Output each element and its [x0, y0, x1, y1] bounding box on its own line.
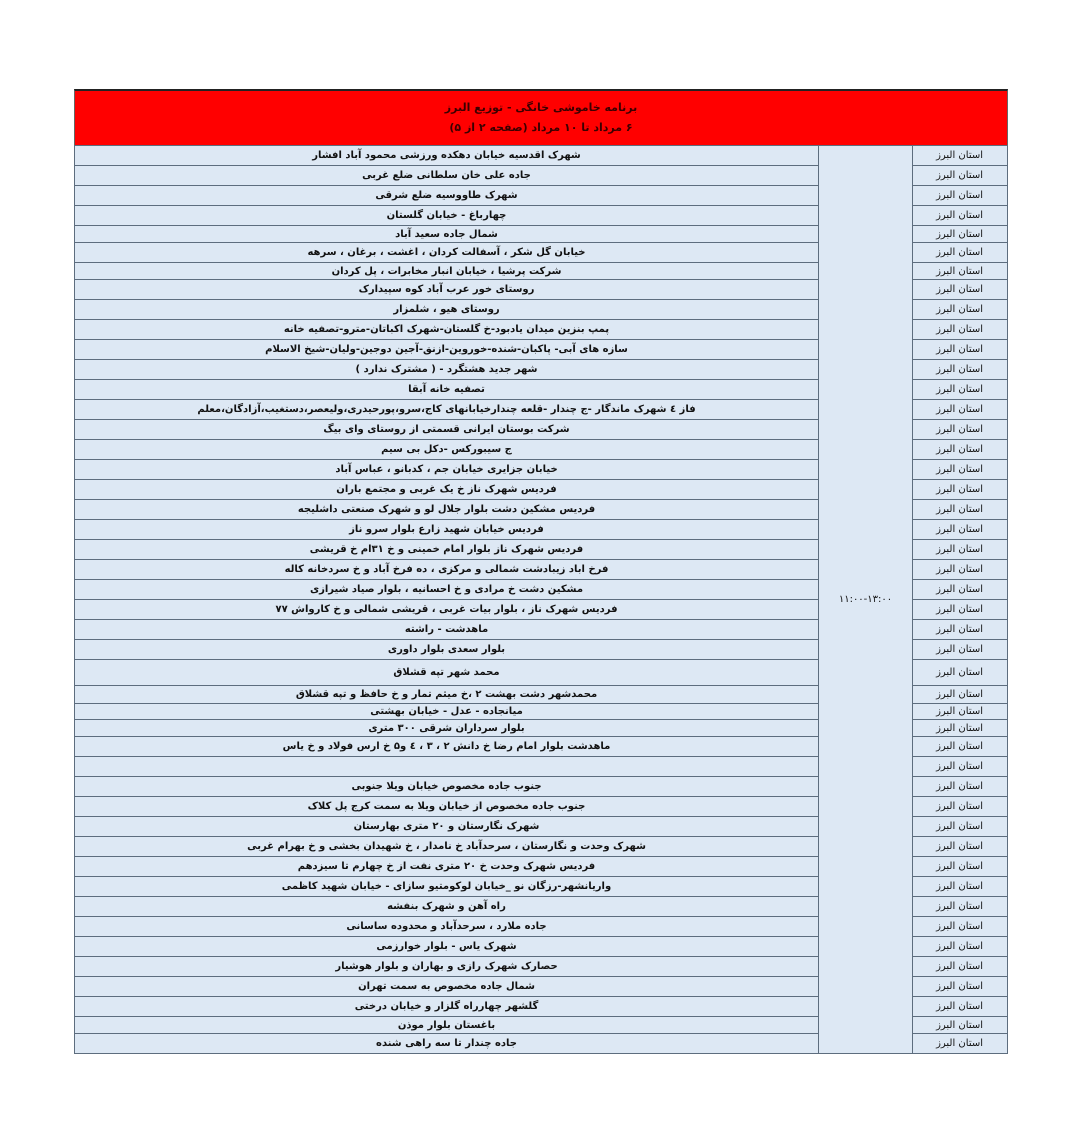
address-cell: شهرک اقدسیه خیابان دهکده ورزشی محمود آباد افشار — [75, 146, 819, 166]
province-cell: استان البرز — [913, 166, 1008, 186]
province-cell: استان البرز — [913, 837, 1008, 857]
province-cell: استان البرز — [913, 600, 1008, 620]
province-cell: استان البرز — [913, 420, 1008, 440]
address-cell: فردیس شهرک ناز بلوار امام خمینی و خ ۳۱ام خ قریشی — [75, 540, 819, 560]
address-cell: محمد شهر تپه قشلاق — [75, 660, 819, 686]
province-cell: استان البرز — [913, 620, 1008, 640]
province-cell: استان البرز — [913, 560, 1008, 580]
province-cell: استان البرز — [913, 640, 1008, 660]
province-cell: استان البرز — [913, 897, 1008, 917]
province-cell: استان البرز — [913, 957, 1008, 977]
address-cell: چهارباغ - خیابان گلستان — [75, 206, 819, 226]
province-cell: استان البرز — [913, 186, 1008, 206]
province-cell: استان البرز — [913, 226, 1008, 243]
province-cell: استان البرز — [913, 146, 1008, 166]
province-cell: استان البرز — [913, 480, 1008, 500]
province-cell: استان البرز — [913, 440, 1008, 460]
schedule-title: برنامه خاموشی خانگی - توزیع البرز — [444, 101, 638, 114]
address-cell: جاده علی خان سلطانی ضلع غربی — [75, 166, 819, 186]
province-cell: استان البرز — [913, 997, 1008, 1017]
address-cell: شمال جاده سعید آباد — [75, 226, 819, 243]
address-cell: جنوب جاده مخصوص از خیابان ویلا به سمت کرج پل کلاک — [75, 797, 819, 817]
address-cell: پمپ بنزین میدان یادبود-خ گلستان-شهرک اکباتان-مترو-تصفیه خانه — [75, 320, 819, 340]
address-cell: شهر جدید هشتگرد - ( مشترک ندارد ) — [75, 360, 819, 380]
province-cell: استان البرز — [913, 540, 1008, 560]
province-cell: استان البرز — [913, 500, 1008, 520]
address-cell: شهرک نگارستان و ۲۰ متری بهارستان — [75, 817, 819, 837]
address-cell: بلوار سعدی بلوار داوری — [75, 640, 819, 660]
province-cell: استان البرز — [913, 280, 1008, 300]
address-cell: روستای خور عرب آباد کوه سپیدارک — [75, 280, 819, 300]
address-cell: باغستان بلوار موذن — [75, 1017, 819, 1034]
schedule-subtitle: ۶ مرداد تا ۱۰ مرداد (صفحه ۲ از ۵) — [449, 121, 633, 134]
address-cell: فرخ اباد زیبادشت شمالی و مرکزی ، ده فرخ آباد و خ سردخانه کاله — [75, 560, 819, 580]
province-cell: استان البرز — [913, 580, 1008, 600]
address-cell: واریانشهر-رزگان نو _خیابان لوکومتیو سازای - خیابان شهید کاظمی — [75, 877, 819, 897]
address-cell: شهرک وحدت و نگارستان ، سرحدآباد خ نامدار ، خ شهیدان بخشی و خ بهرام غربی — [75, 837, 819, 857]
address-cell: فردیس خیابان شهید زارع بلوار سرو ناز — [75, 520, 819, 540]
address-cell: حصارک شهرک رازی و بهاران و بلوار هوشیار — [75, 957, 819, 977]
province-cell: استان البرز — [913, 737, 1008, 757]
address-cell: جاده چندار تا سه راهی شنده — [75, 1034, 819, 1054]
province-cell: استان البرز — [913, 817, 1008, 837]
province-cell: استان البرز — [913, 1034, 1008, 1054]
address-cell — [75, 757, 819, 777]
province-cell: استان البرز — [913, 877, 1008, 897]
address-cell: شهرک طاووسیه ضلع شرقی — [75, 186, 819, 206]
province-cell: استان البرز — [913, 757, 1008, 777]
address-cell: خیابان گل شکر ، آسفالت کردان ، اغشت ، برغان ، سرهه — [75, 243, 819, 263]
address-cell: شرکت پرشیا ، خیابان انبار مخابرات ، پل کردان — [75, 263, 819, 280]
province-cell: استان البرز — [913, 520, 1008, 540]
address-cell: خیابان جزایری خیابان جم ، کدبانو ، عباس آباد — [75, 460, 819, 480]
address-cell: ج سیبورکس -دکل بی سیم — [75, 440, 819, 460]
province-cell: استان البرز — [913, 977, 1008, 997]
address-cell: شمال جاده مخصوص به سمت تهران — [75, 977, 819, 997]
province-cell: استان البرز — [913, 797, 1008, 817]
address-cell: ماهدشت - راشته — [75, 620, 819, 640]
province-cell: استان البرز — [913, 360, 1008, 380]
address-cell: مشکین دشت خ مرادی و خ احسانیه ، بلوار صیاد شیرازی — [75, 580, 819, 600]
province-cell: استان البرز — [913, 243, 1008, 263]
address-cell: فردیس مشکین دشت بلوار جلال لو و شهرک صنعتی داشلیجه — [75, 500, 819, 520]
province-cell: استان البرز — [913, 937, 1008, 957]
address-cell: فاز ٤ شهرک ماندگار -ج چندار -قلعه چندارخیابانهای کاج،سرو،پورحیدری،ولیعصر،دستغیب،آزادگان،معلم — [75, 400, 819, 420]
address-cell: شرکت بوستان ایرانی قسمتی از روستای وای بیگ — [75, 420, 819, 440]
province-cell: استان البرز — [913, 300, 1008, 320]
address-cell: فردیس شهرک ناز ، بلوار بیات غربی ، قریشی شمالی و خ کارواش ۷۷ — [75, 600, 819, 620]
province-cell: استان البرز — [913, 720, 1008, 737]
address-cell: روستای هیو ، شلمزار — [75, 300, 819, 320]
schedule-sheet — [74, 89, 1008, 1054]
address-cell: تصفیه خانه آبقا — [75, 380, 819, 400]
address-cell: جاده ملارد ، سرحدآباد و محدوده ساسانی — [75, 917, 819, 937]
address-cell: جنوب جاده مخصوص خیابان ویلا جنوبی — [75, 777, 819, 797]
address-cell: بلوار سرداران شرقی ۳۰۰ متری — [75, 720, 819, 737]
province-cell: استان البرز — [913, 206, 1008, 226]
province-cell: استان البرز — [913, 857, 1008, 877]
province-cell: استان البرز — [913, 660, 1008, 686]
province-cell: استان البرز — [913, 320, 1008, 340]
province-cell: استان البرز — [913, 400, 1008, 420]
address-cell: فردیس شهرک ناز خ یک غربی و مجتمع باران — [75, 480, 819, 500]
province-cell: استان البرز — [913, 380, 1008, 400]
address-cell: راه آهن و شهرک بنفشه — [75, 897, 819, 917]
province-cell: استان البرز — [913, 704, 1008, 720]
province-cell: استان البرز — [913, 460, 1008, 480]
time-slot-cell: ۱۱:۰۰-۱۳:۰۰ — [819, 146, 913, 1054]
outage-table — [74, 145, 1008, 1054]
address-cell: میانجاده - عدل - خیابان بهشتی — [75, 704, 819, 720]
schedule-header — [74, 89, 1008, 145]
province-cell: استان البرز — [913, 263, 1008, 280]
table-row — [75, 146, 1008, 166]
province-cell: استان البرز — [913, 1017, 1008, 1034]
address-cell: شهرک یاس - بلوار خوارزمی — [75, 937, 819, 957]
province-cell: استان البرز — [913, 340, 1008, 360]
address-cell: گلشهر چهارراه گلزار و خیابان درختی — [75, 997, 819, 1017]
address-cell: ماهدشت بلوار امام رضا خ دانش ۲ ، ۳ ، ٤ و۵ خ ارس فولاد و خ یاس — [75, 737, 819, 757]
province-cell: استان البرز — [913, 777, 1008, 797]
address-cell: فردیس شهرک وحدت خ ۲۰ متری نفت از خ چهارم تا سیزدهم — [75, 857, 819, 877]
province-cell: استان البرز — [913, 686, 1008, 704]
province-cell: استان البرز — [913, 917, 1008, 937]
address-cell: سازه های آبی- پاکبان-شنده-خوروین-ازنق-آجین دوجین-ولیان-شیخ الاسلام — [75, 340, 819, 360]
address-cell: محمدشهر دشت بهشت ۲ ،خ میثم تمار و خ حافظ و تپه قشلاق — [75, 686, 819, 704]
